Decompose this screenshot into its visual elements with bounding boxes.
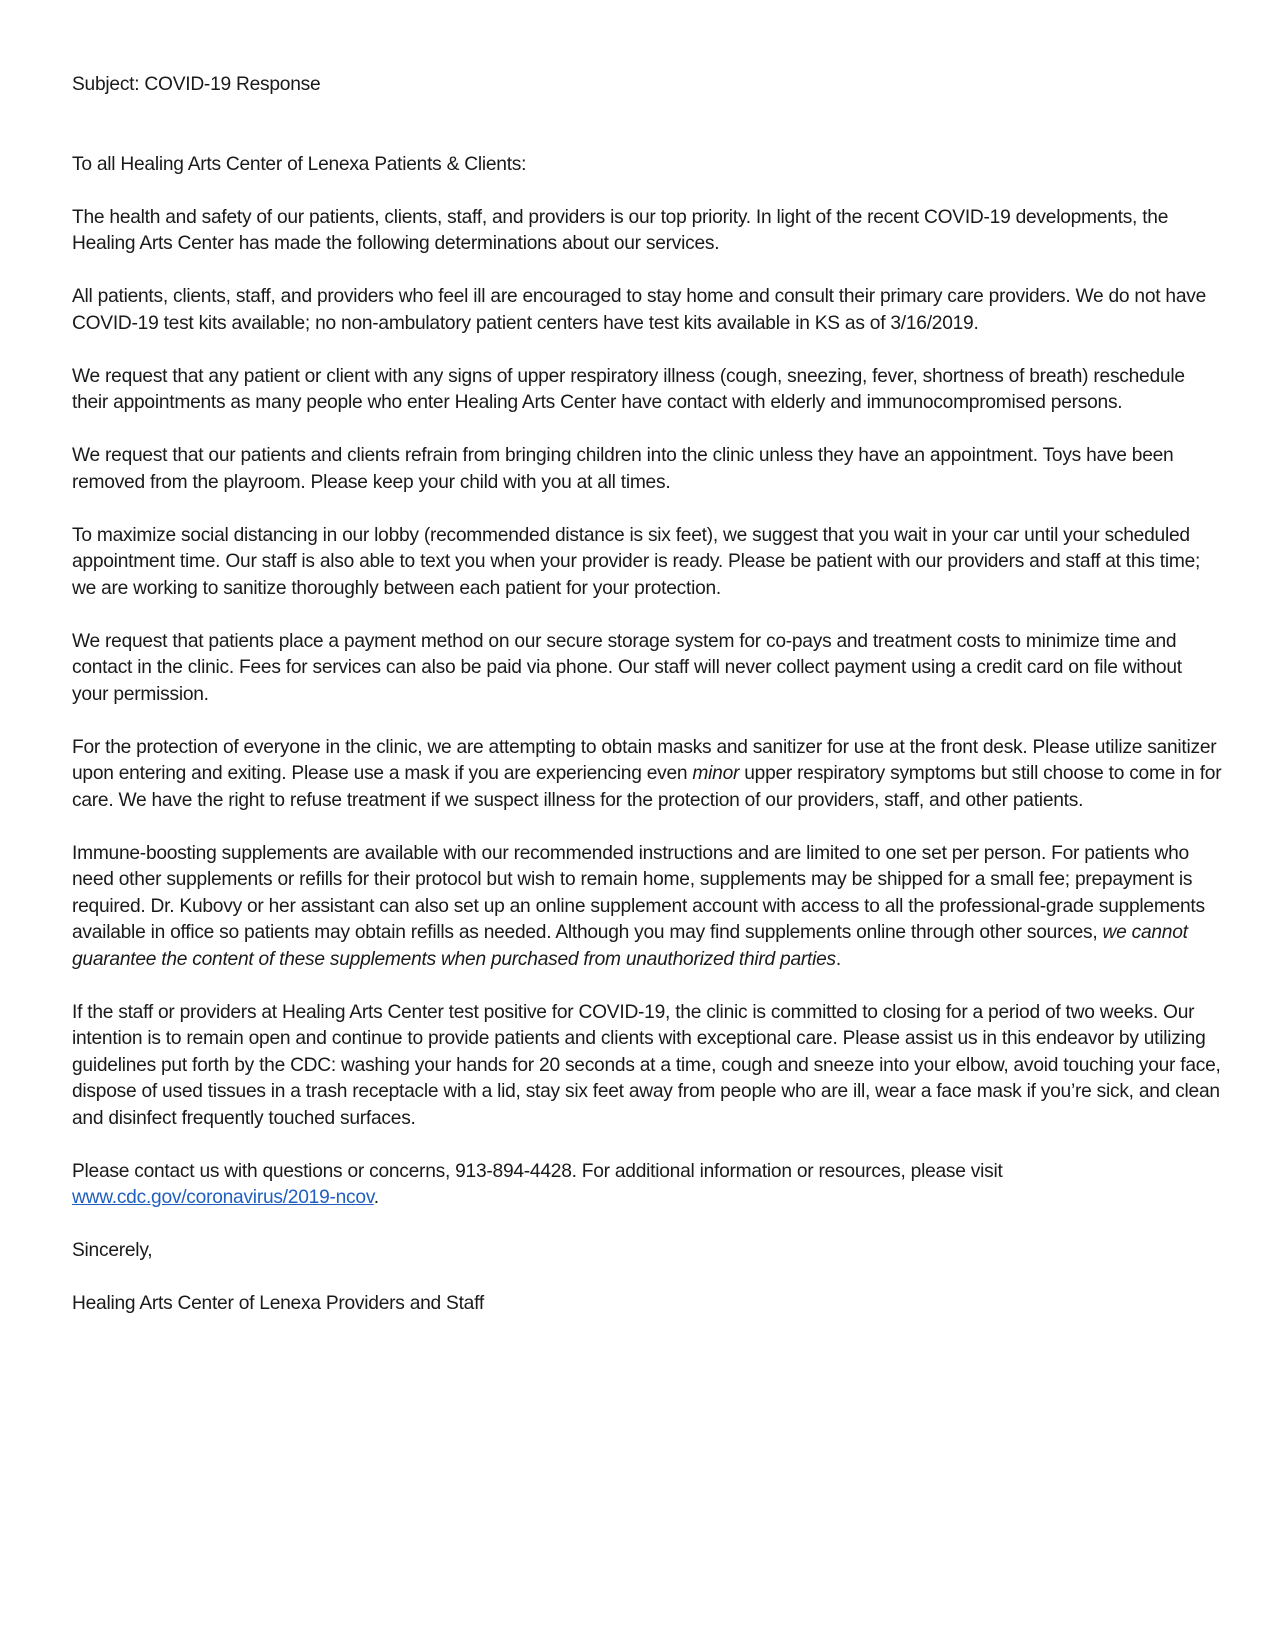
supplements-text-a: Immune-boosting supplements are available with our recommended instructions and are limited to one set per person. For patients who need other supplements or refills for their protocol but wish to remain home, supplements may be shipped for a small fee; prepayment is required. Dr. Kubovy or her assistant can also set up an online supplement account with access to all the professional-grade supplements available in office so patients may obtain refills as needed. Although you may find supplements online through other sources, [72, 842, 1205, 943]
paragraph-social-distancing: To maximize social distancing in our lobby (recommended distance is six feet), we suggest that you wait in your car until your scheduled appointment time. Our staff is also able to text you when your provider is ready. Please be patient with our providers and staff at this time; we are working to sanitize thoroughly between each patient for your protection. [72, 524, 1201, 599]
closing: Sincerely, [72, 1240, 153, 1261]
paragraph-reschedule: We request that any patient or client with any signs of upper respiratory illness (cough, sneezing, fever, shortness of breath) reschedule their appointments as many people who enter Healing Arts Center have contact with elderly and immunocompromised persons. [72, 365, 1185, 413]
masks-emphasis: minor [692, 763, 740, 784]
masks-text-a: For the protection of everyone in the clinic, we are attempting to obtain masks and sanitizer for use at the front desk. Please utilize sanitizer upon entering and exiting. Please use a mask if you are experiencing even [72, 736, 1217, 784]
paragraph-children: We request that our patients and clients refrain from bringing children into the clinic unless they have an appointment. Toys have been removed from the playroom. Please keep your child with you at all times. [72, 445, 1174, 493]
cdc-link[interactable]: www.cdc.gov/coronavirus/2019-ncov [72, 1187, 374, 1208]
contact-period: . [373, 1187, 379, 1208]
paragraph-contact [72, 1159, 1222, 1212]
supplements-text-b: . [835, 948, 841, 970]
paragraph-payment: We request that patients place a payment method on our secure storage system for co-pays and treatment costs to minimize time and contact in the clinic. Fees for services can also be paid via phone. Our staff will never collect payment using a credit card on file without your permission. [72, 630, 1182, 705]
signature: Healing Arts Center of Lenexa Providers and Staff [72, 1293, 484, 1314]
paragraph-masks [72, 735, 1222, 815]
paragraph-stay-home: All patients, clients, staff, and providers who feel ill are encouraged to stay home and consult their primary care providers. We do not have COVID-19 test kits available; no non-ambulatory patient centers have test kits available in KS as of 3/16/2019. [72, 286, 1207, 334]
paragraph-supplements [72, 841, 1222, 974]
paragraph-priority: The health and safety of our patients, clients, staff, and providers is our top priority. In light of the recent COVID-19 developments, the Healing Arts Center has made the following determinations about our services. [72, 206, 1169, 254]
letter-page [72, 72, 1222, 1344]
subject-line: Subject: COVID-19 Response [72, 74, 321, 95]
supplements-emphasis: we cannot guarantee the content of these supplements when purchased from unauthorized third parties [72, 922, 1188, 970]
contact-text: Please contact us with questions or concerns, 913-894-4428. For additional information or resources, please visit [72, 1160, 1003, 1182]
salutation: To all Healing Arts Center of Lenexa Patients & Clients: [72, 153, 527, 175]
masks-text-b: upper respiratory symptoms but still choose to come in for care. We have the right to refuse treatment if we suspect illness for the protection of our providers, staff, and other patients. [72, 763, 1222, 811]
paragraph-closure-policy: If the staff or providers at Healing Arts Center test positive for COVID-19, the clinic is committed to closing for a period of two weeks. Our intention is to remain open and continue to provide patients and clients with exceptional care. Please assist us in this endeavor by utilizing guidelines put forth by the CDC: washing your hands for 20 seconds at a time, cough and sneeze into your elbow, avoid touching your face, dispose of used tissues in a trash receptacle with a lid, stay six feet away from people who are ill, wear a face mask if you’re sick, and clean and disinfect frequently touched surfaces. [72, 1001, 1221, 1129]
